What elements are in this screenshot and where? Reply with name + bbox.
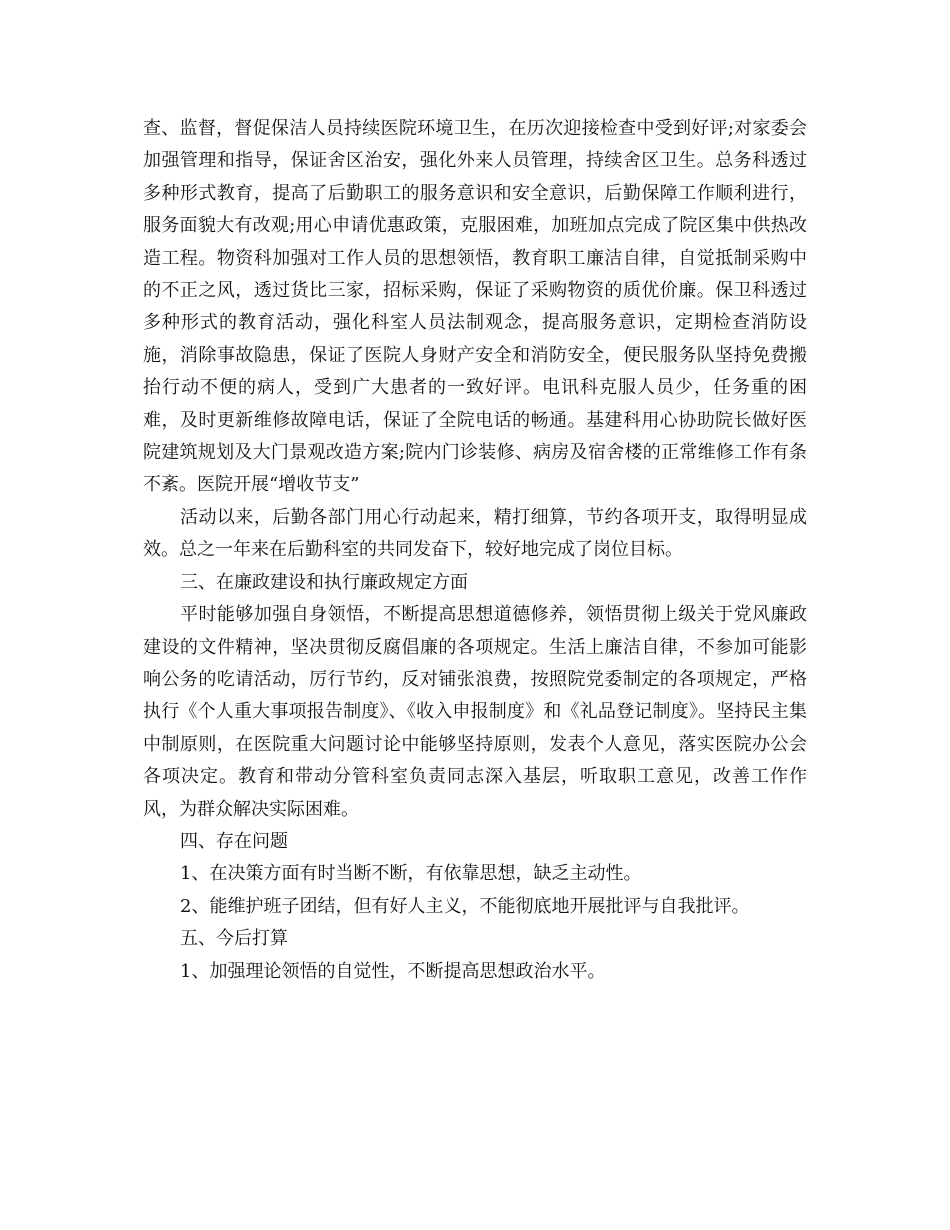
section-heading-integrity: 三、在廉政建设和执行廉政规定方面 xyxy=(180,571,468,593)
paragraph-logistics-results: 活动以来，后勤各部门用心行动起来，精打细算，节约各项开支，取得明显成效。总之一年来在后勤科室的共同发奋下，较好地完成了岗位目标。 xyxy=(143,506,807,561)
problem-item-1: 1、在决策方面有时当断不断，有依靠思想，缺乏主动性。 xyxy=(180,863,642,885)
plan-item-1: 1、加强理论领悟的自觉性，不断提高思想政治水平。 xyxy=(180,960,606,982)
document-body xyxy=(143,113,807,988)
section-heading-plans: 五、今后打算 xyxy=(180,928,288,950)
problem-item-2: 2、能维护班子团结，但有好人主义，不能彻底地开展批评与自我批评。 xyxy=(180,895,750,917)
paragraph-integrity: 平时能够加强自身领悟，不断提高思想道德修养，领悟贯彻上级关于党风廉政建设的文件精神，坚决贯彻反腐倡廉的各项规定。生活上廉洁自律，不参加可能影响公务的吃请活动，厉行节约，反对铺张浪费，按照院党委制定的各项规定，严格执行《个人重大事项报告制度》、《收入申报制度》和《礼品登记制度》。坚持民主集中制原则，在医院重大问题讨论中能够坚持原则，发表个人意见，落实医院办公会各项决定。教育和带动分管科室负责同志深入基层，听取职工意见，改善工作作风，为群众解决实际困难。 xyxy=(143,604,807,820)
section-heading-problems: 四、存在问题 xyxy=(180,830,288,852)
paragraph-logistics-work: 查、监督，督促保洁人员持续医院环境卫生，在历次迎接检查中受到好评;对家委会加强管理和指导，保证舍区治安，强化外来人员管理，持续舍区卫生。总务科透过多种形式教育，提高了后勤职工的服务意识和安全意识，后勤保障工作顺利进行，服务面貌大有改观;用心申请优惠政策，克服困难，加班加点完成了院区集中供热改造工程。物资科加强对工作人员的思想领悟，教育职工廉洁自律，自觉抵制采购中的不正之风，透过货比三家，招标采购，保证了采购物资的质优价廉。保卫科透过多种形式的教育活动，强化科室人员法制观念，提高服务意识，定期检查消防设施，消除事故隐患，保证了医院人身财产安全和消防安全，便民服务队坚持免费搬抬行动不便的病人，受到广大患者的一致好评。电讯科克服人员少，任务重的困难，及时更新维修故障电话，保证了全院电话的畅通。基建科用心协助院长做好医院建筑规划及大门景观改造方案;院内门诊装修、病房及宿舍楼的正常维修工作有条不紊。医院开展“增收节支” xyxy=(143,118,807,496)
